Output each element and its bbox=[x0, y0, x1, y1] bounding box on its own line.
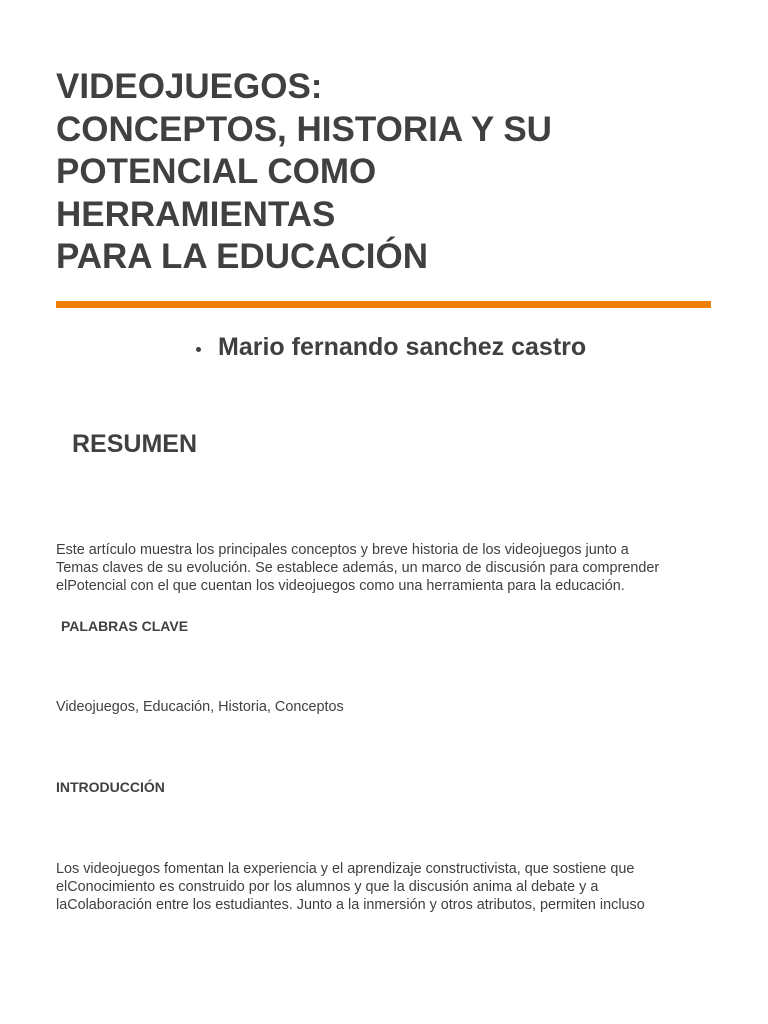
title-line: CONCEPTOS, HISTORIA Y SU bbox=[56, 109, 552, 149]
introduction-paragraph bbox=[56, 860, 716, 915]
introduction-heading: INTRODUCCIÓN bbox=[56, 779, 165, 795]
abstract-line: elPotencial con el que cuentan los videojuegos como una herramienta para la educación. bbox=[56, 578, 625, 595]
abstract-line: Este artículo muestra los principales conceptos y breve historia de los videojuegos junto a bbox=[56, 542, 629, 558]
author-name: Mario fernando sanchez castro bbox=[218, 333, 587, 361]
abstract-line: Temas claves de su evolución. Se establece además, un marco de discusión para comprender bbox=[56, 560, 660, 577]
intro-line: elConocimiento es construido por los alumnos y que la discusión anima al debate y a bbox=[56, 879, 599, 896]
intro-line: Los videojuegos fomentan la experiencia y el aprendizaje constructivista, que sostiene que bbox=[56, 861, 635, 877]
title-line: HERRAMIENTAS bbox=[56, 194, 336, 234]
bullet-icon bbox=[196, 347, 201, 352]
resumen-heading: RESUMEN bbox=[72, 430, 198, 458]
title-line: VIDEOJUEGOS: bbox=[56, 67, 323, 106]
intro-line: laColaboración entre los estudiantes. Junto a la inmersión y otros atributos, permiten incluso bbox=[56, 897, 645, 914]
keywords-heading: PALABRAS CLAVE bbox=[61, 618, 189, 634]
title-line: PARA LA EDUCACIÓN bbox=[56, 237, 429, 276]
document-title bbox=[56, 66, 716, 279]
title-line: POTENCIAL COMO bbox=[56, 152, 377, 191]
abstract-paragraph bbox=[56, 541, 716, 596]
orange-divider bbox=[56, 301, 711, 308]
keywords-paragraph: Videojuegos, Educación, Historia, Conceptos bbox=[56, 699, 344, 715]
author-list-item bbox=[196, 333, 586, 362]
